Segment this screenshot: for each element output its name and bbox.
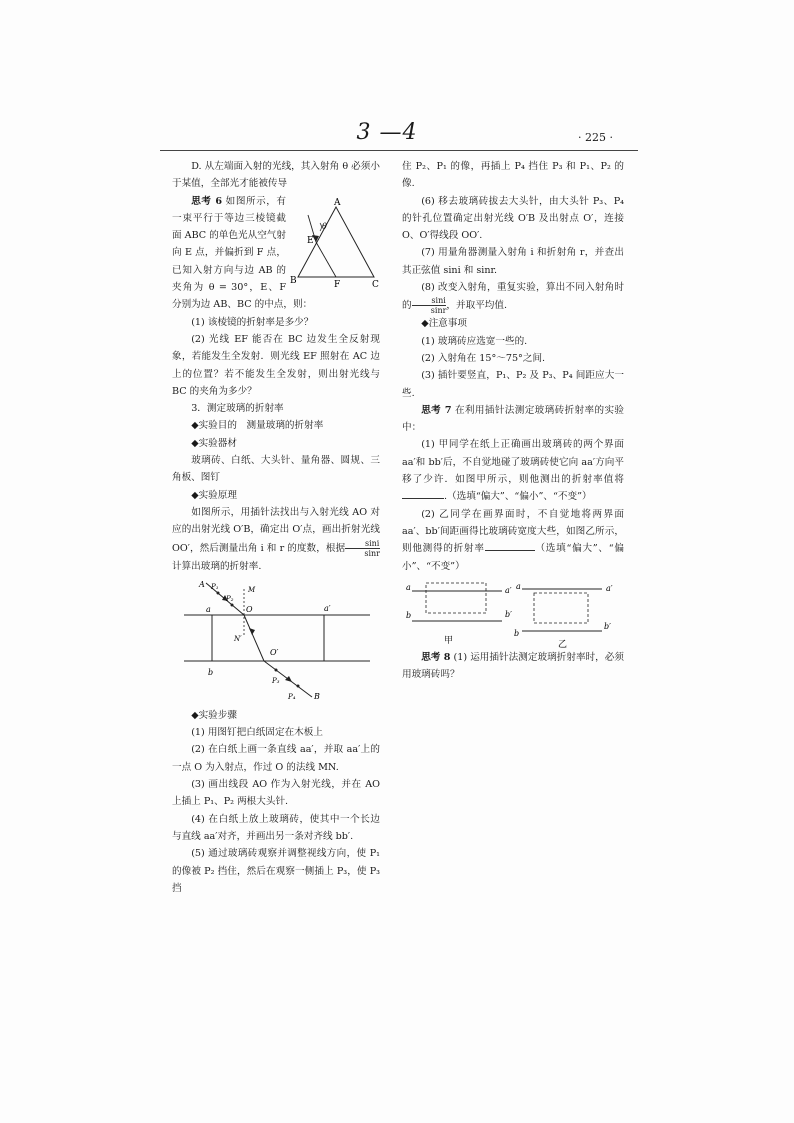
right-column — [402, 158, 624, 683]
think6-label: 思考 6 — [191, 195, 223, 207]
steps-heading: ◆实验步骤 — [191, 709, 237, 721]
step-8 — [402, 279, 624, 315]
think6-q1: (1) 该棱镜的折射率是多少？ — [191, 316, 314, 328]
yi-caption: 乙 — [558, 639, 568, 649]
label-O: O — [246, 604, 253, 614]
note-3: (3) 插针要竖直，P₁、P₂ 及 P₃、P₄ 间距应大一些. — [402, 370, 624, 399]
page-title: 3 —4 — [356, 120, 418, 145]
step-8-frac-num: sini — [412, 296, 447, 306]
step-6: (6) 移去玻璃砖拔去大头针，由大头针 P₃、P₄ 的针孔位置确定出射光线 O′B 及出射点 O′，连接 O、O′得线段 OO′. — [402, 195, 624, 242]
think8-text: (1) 运用插针法测定玻璃折射率时，必须用玻璃砖吗？ — [402, 651, 624, 681]
label-M: M — [248, 585, 256, 594]
jia-label-b: b — [406, 610, 412, 620]
step-1: (1) 用图钉把白纸固定在木板上 — [191, 727, 323, 739]
label-e: E — [307, 235, 314, 246]
step-5-continued: 住 P₂、P₁ 的像，再插上 P₄ 挡住 P₃ 和 P₁、P₂ 的像. — [402, 161, 624, 190]
label-theta: θ — [322, 221, 327, 231]
step-8-frac-den: sinr — [430, 306, 447, 316]
label-P2: P₂ — [226, 594, 234, 603]
label-P3: P₃ — [272, 676, 280, 685]
equipment-text: 玻璃砖、白纸、大头针、量角器、圆规、三角板、图钉 — [172, 455, 380, 484]
step-7: (7) 用量角器测量入射角 i 和折射角 r，并查出其正弦值 sini 和 sinr. — [402, 247, 624, 276]
notes-heading: ◆注意事项 — [421, 318, 467, 330]
step-8-a: (8) 改变入射角，重复实验，算出不同入射角时的 — [402, 282, 624, 312]
think7-q1 — [402, 436, 624, 505]
label-a-left: a — [206, 604, 211, 614]
step-8-fraction — [412, 296, 447, 315]
think6-text: 如图所示，有一束平行于等边三棱镜截面 ABC 的单色光从空气射向 E 点，并偏折到 F 点，已知入射方向与边 AB 的夹角为 θ = 30°，E、F 分别为边 AB、BC 的中点，则： — [172, 195, 313, 311]
principle-text-a: 如图所示，用插针法找出与入射光线 AO 对应的出射光线 O′B，确定出 O′点，画出折射光线 OO′，然后测量出角 i 和 r 的度数，根据 — [172, 506, 380, 554]
answer-blank-1[interactable] — [402, 488, 444, 499]
step-5: (5) 通过玻璃砖观察并调整视线方向，使 P₁ 的像被 P₂ 挡住，然后在观察一侧插上 P₃，使 P₃ 挡 — [172, 848, 380, 894]
label-a-prime: a′ — [324, 603, 331, 613]
triangle-diagram — [290, 197, 380, 289]
step-2: (2) 在白纸上画一条直线 aa′，并取 aa′上的一点 O 为入射点，作过 O 的法线 MN. — [172, 744, 380, 773]
note-2: (2) 入射角在 15°～75°之间. — [421, 352, 546, 364]
page-number: · 225 · — [578, 131, 613, 144]
think7-q2 — [402, 506, 624, 575]
think8 — [402, 649, 624, 684]
sine-ratio-fraction — [345, 539, 380, 558]
label-P4: P₄ — [288, 692, 296, 701]
think7 — [402, 402, 624, 437]
label-c: C — [372, 279, 379, 289]
label-a: A — [334, 197, 341, 208]
jia-caption: 甲 — [444, 635, 454, 646]
label-O-prime: O′ — [270, 647, 279, 657]
section-3-heading: 3．测定玻璃的折射率 — [191, 403, 284, 415]
jia-yi-diagram — [402, 579, 624, 649]
think7-q2-a: (2) 乙同学在画界面时，不自觉地将两界面 aa′、bb′间距画得比玻璃砖宽度大些，如图乙所示，则他测得的折射率 — [402, 508, 624, 555]
label-b: b — [208, 667, 214, 677]
step-4: (4) 在白纸上放上玻璃砖，使其中一个长边与直线 aa′对齐，并画出另一条对齐线 bb′. — [172, 813, 380, 842]
note-1: (1) 玻璃砖应选宽一些的. — [421, 335, 528, 347]
jia-yi-figures — [402, 579, 624, 649]
think7-q1-a: (1) 甲同学在纸上正确画出玻璃砖的两个界面 aa′和 bb′后，不自觉地碰了玻璃砖使它向 aa′方向平移了少许．如图甲所示，则他测出的折射率值将 — [402, 439, 624, 486]
think7-q1-b: .（选填“偏大”、“偏小”、“不变”） — [444, 491, 592, 503]
principle-text — [172, 504, 380, 575]
jia-label-a: a — [406, 582, 411, 592]
triangle-figure — [290, 197, 380, 289]
principle-text-b: 计算出玻璃的折射率. — [172, 560, 262, 572]
principle-heading: ◆实验原理 — [191, 489, 237, 501]
think7-label: 思考 7 — [421, 404, 452, 416]
frac-den: sinr — [364, 548, 380, 558]
yi-label-b: b — [514, 628, 520, 638]
think8-label: 思考 8 — [421, 651, 451, 663]
label-B: B — [314, 691, 320, 701]
step-3: (3) 画出线段 AO 作为入射光线，并在 AO 上插上 P₁、P₂ 两根大头针. — [172, 779, 380, 808]
label-b: B — [290, 275, 297, 286]
glass-figure — [172, 579, 380, 707]
glass-refraction-diagram — [172, 579, 380, 707]
yi-label-b-prime: b′ — [604, 621, 611, 631]
label-A: A — [199, 579, 205, 589]
aim-heading: ◆实验目的 测量玻璃的折射率 — [191, 420, 324, 432]
think6-q2: (2) 光线 EF 能否在 BC 边发生全反射现象，若能发生全发射．则光线 EF 照射在 AC 边上的位置？若不能发生全发射，则出射光线与 BC 的夹角为多少？ — [172, 333, 380, 397]
option-d: D. 从左端面入射的光线，其入射角 θ 必须小于某值，全部光才能被传导 — [172, 161, 380, 190]
header-rule — [160, 150, 638, 151]
step-8-b: ，并取平均值. — [446, 300, 508, 312]
label-N-prime: N′ — [234, 634, 242, 643]
label-f: F — [334, 279, 341, 289]
label-P1: P₁ — [211, 582, 219, 591]
answer-blank-2[interactable] — [485, 540, 535, 551]
think7-q2-b: （选填“偏大”、“偏小”、“不变”） — [402, 543, 625, 572]
equipment-heading: ◆实验器材 — [191, 437, 237, 449]
frac-num: sini — [345, 539, 380, 549]
left-column — [172, 158, 380, 897]
yi-label-a: a — [516, 581, 521, 591]
yi-label-a-prime: a′ — [606, 583, 613, 593]
jia-label-a-prime: a′ — [505, 585, 512, 595]
think7-text: 在利用插针法测定玻璃砖折射率的实验中： — [402, 404, 625, 434]
jia-label-b-prime: b′ — [505, 609, 512, 619]
